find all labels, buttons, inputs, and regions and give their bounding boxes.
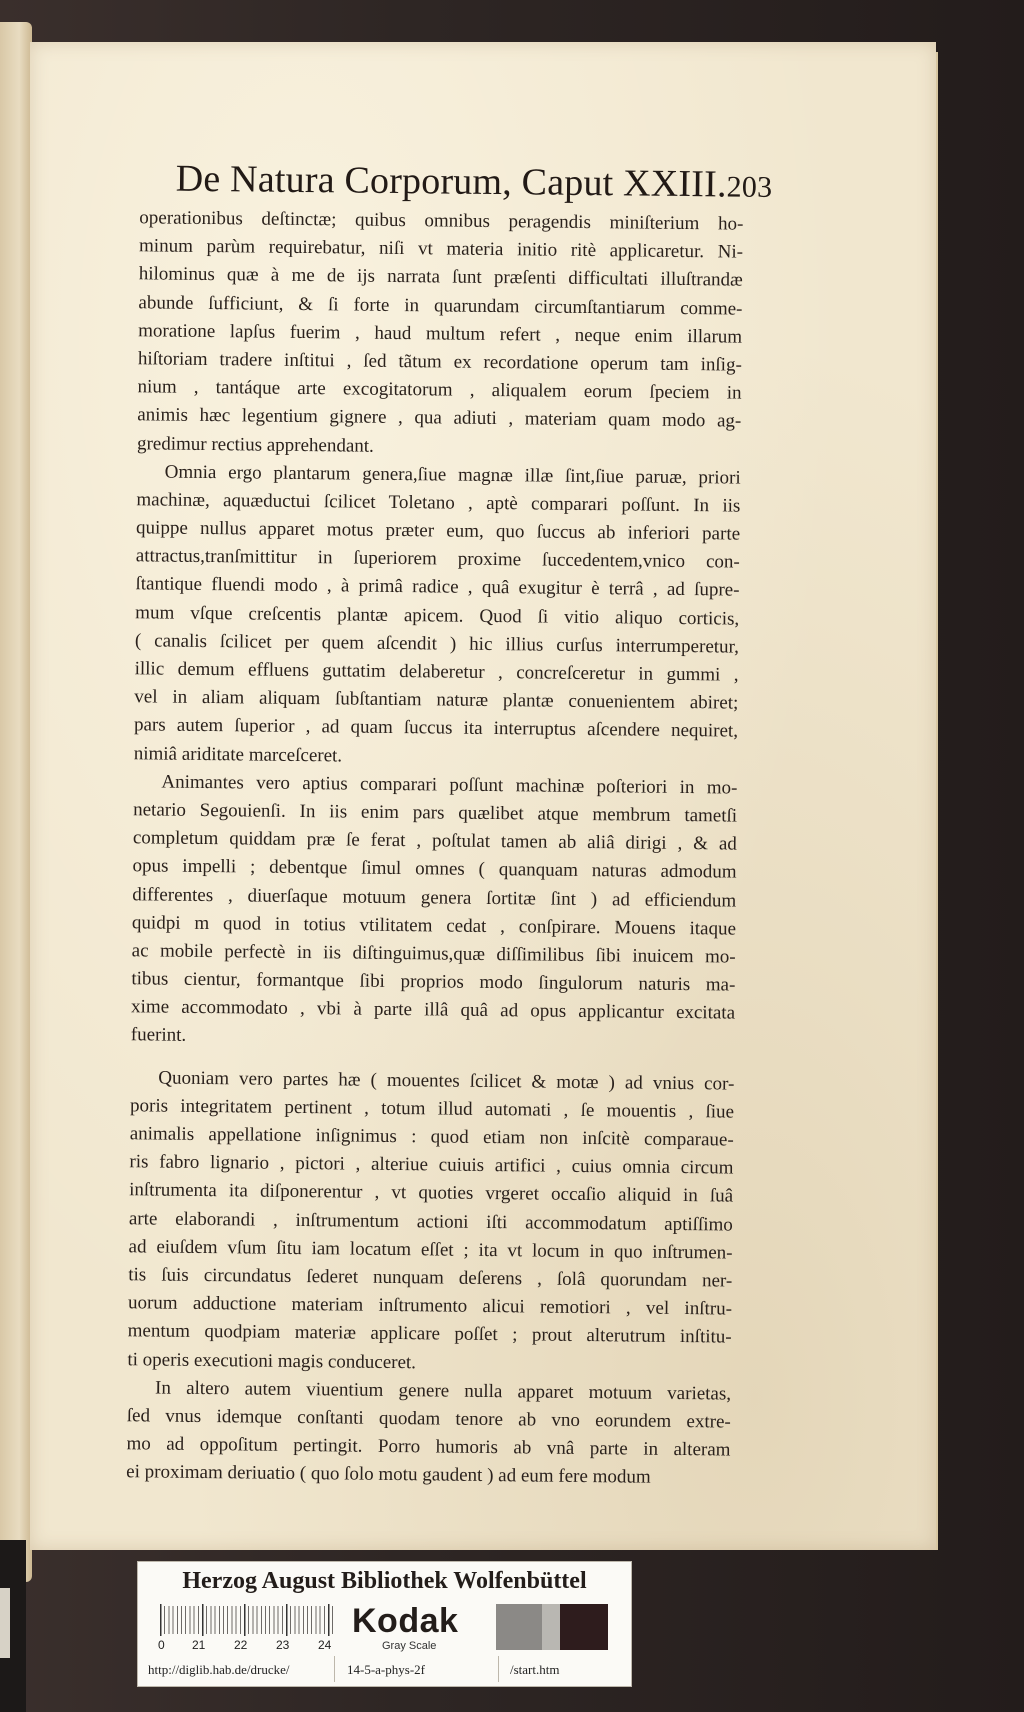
text-line: tibus cientur, formantque ſibi proprios modo ſingulorum naturis ma- — [131, 968, 736, 996]
scale-ruler-major-ticks — [160, 1604, 336, 1636]
text-block — [98, 157, 773, 1493]
text-line: tis ſuis circundatus ſederet nunquam deſerens , ſolâ quorundam ner- — [128, 1264, 733, 1292]
text-line: ſtantique fluendi modo , à primâ radice , quâ exugitur è terrâ , ad ſupre- — [135, 573, 740, 602]
text-line: hiſtoriam tradere inſtitui , ſed tãtum ex recordatione operum tam inſig- — [137, 348, 742, 376]
text-line: pars autem ſuperior , ad quam ſuccus ita interruptus aſcendere nequiret, — [133, 714, 739, 742]
text-line: hilominus quæ à me de ijs narrata ſunt præſenti difficultati illuſtrandæ — [138, 263, 743, 291]
gray-patch-light — [542, 1604, 560, 1650]
text-line: illic demum effluens guttatim delaberetur , concreſceretur in gummi , — [134, 658, 739, 686]
gray-patch-mid — [496, 1604, 542, 1650]
text-line: fuerint. — [130, 1024, 187, 1047]
text-line: moratione lapſus fuerim , haud multum refert , neque enim illarum — [138, 320, 743, 348]
text-line: animalis appellatione inſignimus : quod etiam non inſcitè comparaue- — [129, 1123, 734, 1151]
text-line: animis hæc legentium gignere , qua adiuti , materiam quam modo ag- — [137, 404, 742, 432]
text-line: ei proximam deriuatio ( quo ſolo motu gaudent ) ad eum fere modum — [126, 1461, 651, 1488]
ruler-label: 23 — [276, 1638, 290, 1652]
text-line: mo ad oppoſitum pertingit. Porro humoris ab vnâ parte in alteram — [126, 1433, 731, 1461]
text-line: Quoniam vero partes hæ ( mouentes ſcilicet & motæ ) ad vnius cor- — [158, 1067, 735, 1095]
body-text — [98, 204, 744, 1493]
running-head — [175, 157, 773, 209]
divider — [498, 1656, 499, 1682]
gray-patch-dark — [560, 1604, 608, 1650]
text-line: completum quiddam præ ſe ferat , poſtulat tamen ab aliâ dirigi , & ad — [132, 827, 737, 855]
page-number: 203 — [726, 170, 773, 204]
text-line: opus impelli ; debentque ſimul omnes ( quanquam naturas admodum — [132, 855, 737, 883]
text-line: In altero autem viuentium genere nulla apparet motuum varietas, — [155, 1377, 732, 1405]
text-line: ris fabro lignario , pictori , alteriue cuiuis artifici , cuius omnia circum — [129, 1151, 734, 1179]
color-calibration-target — [137, 1561, 632, 1687]
ruler-label: 24 — [318, 1638, 332, 1652]
paragraph — [106, 458, 739, 775]
paragraph — [109, 204, 742, 464]
text-line: xime accommodato , vbi à parte illâ quâ ad opus applicantur excitata — [130, 996, 736, 1024]
text-line: mum vſque creſcentis plantæ apicem. Quod ſi vitio aliquo corticis, — [135, 601, 740, 630]
text-line: machinæ, aquæductui ſcilicet Toletano , aptè comparari poſſunt. In iis — [136, 489, 741, 517]
text-line: poris integritatem pertinent , totum illud automati , ſe mouentis , ſiue — [129, 1095, 735, 1123]
text-line: quidpi m quod in totius vtilitatem cedat , conſpirare. Mouens itaque — [131, 911, 737, 940]
text-line: operationibus deſtinctæ; quibus omnibus peragendis miniſterium ho- — [139, 207, 744, 235]
divider — [334, 1656, 335, 1682]
text-line: ( canalis ſcilicet per quem aſcendit ) hic illius curſus interrumperetur, — [134, 630, 740, 658]
ruler-label: 22 — [234, 1638, 248, 1652]
text-line: ac mobile perfectè in iis diſtinguimus,quæ diſſimilibus ſibi inuicem mo- — [131, 940, 736, 968]
book-page — [30, 42, 936, 1550]
paragraph — [99, 1064, 735, 1381]
paragraph — [98, 1374, 732, 1493]
text-line: Animantes vero aptius comparari poſſunt machinæ poſteriori in mo- — [161, 771, 738, 799]
text-line: mentum quodpiam materiæ applicare poſſet ; prout alterutrum inſtitu- — [127, 1320, 732, 1348]
text-line: gredimur rectius apprehendant. — [136, 432, 374, 457]
text-line: quippe nullus apparet motus præter eum, quo ſuccus ab inferiori parte — [136, 517, 741, 545]
text-line: abunde ſufficiunt, & ſi forte in quarundam circumſtantiarum comme- — [138, 291, 743, 320]
text-line: minum parùm requirebatur, niſi vt materia initio ritè applicaretur. Ni- — [138, 235, 744, 263]
shelfmark: 14-5-a-phys-2f — [347, 1662, 425, 1677]
ruler-label: 0 — [158, 1638, 165, 1652]
institution-name: Herzog August Bibliothek Wolfenbüttel — [182, 1568, 587, 1594]
text-line: uorum adductione materiam inſtrumento alicui remotiori , vel inſtru- — [127, 1292, 733, 1320]
ruler-label: 21 — [192, 1638, 206, 1652]
text-line: ti operis executioni magis conduceret. — [127, 1348, 417, 1373]
facing-page-edge — [0, 22, 32, 1582]
text-line: nium , tantáque arte excogitatorum , aliqualem eorum ſpeciem in — [137, 376, 742, 404]
text-line: attractus,tranſmittitur in ſuperiorem proxime ſuccedentem,vnico con- — [135, 545, 740, 573]
text-line: nimiâ ariditate marceſceret. — [133, 742, 343, 767]
gray-scale-label: Gray Scale — [382, 1640, 437, 1652]
text-line: arte elaborandi , inſtrumentum actioni iſti accommodatum aptiſſimo — [128, 1207, 733, 1236]
text-line: differentes , diuerſaque motuum genera ſortitæ ſint ) ad efficiendum — [132, 883, 737, 912]
digital-library-url[interactable]: http://diglib.hab.de/drucke/ — [148, 1662, 290, 1677]
kodak-logo: Kodak — [352, 1602, 459, 1640]
paragraph — [103, 768, 736, 1056]
start-page-link[interactable]: /start.htm — [510, 1662, 560, 1677]
text-line: netario Segouienſi. In iis enim pars quælibet atque membrum tametſi — [133, 799, 738, 827]
text-line: vel in aliam aliquam ſubſtantiam naturæ plantæ conuenientem abiret; — [134, 686, 739, 714]
text-line: inſtrumenta ita diſponerentur , vt quoties vrgeret occaſio aliquid in ſuâ — [129, 1179, 734, 1207]
text-line: ſed vnus idemque conſtanti quodam tenore ab vno eorundem extre- — [126, 1405, 731, 1433]
running-head-title: De Natura Corporum, Caput XXIII. — [175, 157, 727, 206]
text-line: Omnia ergo plantarum genera,ſiue magnæ illæ ſint,ſiue paruæ, priori — [164, 461, 741, 489]
text-line: ad eiuſdem vſum ſitu iam locatum eſſet ; ita vt locum in quo inſtrumen- — [128, 1235, 733, 1264]
page-clip — [0, 1588, 10, 1658]
